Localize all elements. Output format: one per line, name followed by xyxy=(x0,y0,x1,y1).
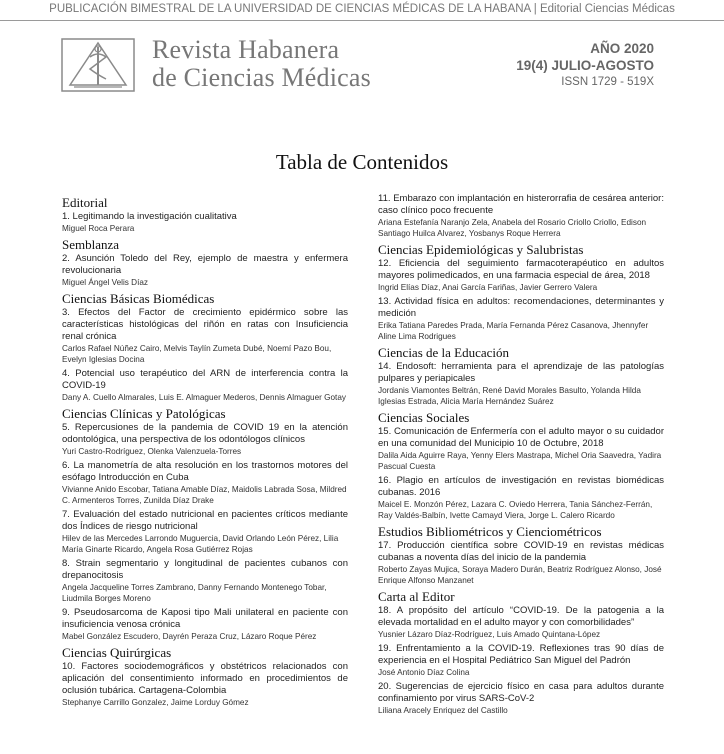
article-authors: Liliana Aracely Enriquez del Castillo xyxy=(378,706,508,715)
section-heading: Semblanza xyxy=(62,237,120,252)
section-heading: Ciencias Clínicas y Patológicas xyxy=(62,406,226,421)
section-heading: Ciencias Básicas Biomédicas xyxy=(62,291,215,306)
article-title-link[interactable]: 11. Embarazo con implantación en histerorrafia de cesárea anterior: caso clínico poco frecuente xyxy=(378,193,664,216)
issue-year: AÑO 2020 xyxy=(590,41,654,56)
article-authors: Miguel Roca Perara xyxy=(62,224,135,233)
article-title-link[interactable]: 15. Comunicación de Enfermería con el adulto mayor o su cuidador en una comunidad del Municipio 10 de Octubre, 2018 xyxy=(378,426,664,449)
article-authors: Dalila Aida Aguirre Raya, Yenny Elers Mastrapa, Michel Oria Saavedra, Yadira Pascual Cuesta xyxy=(378,451,662,471)
journal-name xyxy=(152,36,371,92)
toc-left-column xyxy=(62,194,348,711)
journal-name-line2: de Ciencias Médicas xyxy=(152,63,371,92)
article-authors: José Antonio Díaz Colina xyxy=(378,668,470,677)
publisher-banner: PUBLICACIÓN BIMESTRAL DE LA UNIVERSIDAD DE CIENCIAS MÉDICAS DE LA HABANA | Editorial Ciencias Médicas xyxy=(0,0,724,21)
section-heading: Ciencias de la Educación xyxy=(378,345,510,360)
article-title-link[interactable]: 13. Actividad física en adultos: recomendaciones, determinantes y medición xyxy=(378,296,664,319)
university-seal-icon xyxy=(60,37,136,93)
article-title-link[interactable]: 4. Potencial uso terapéutico del ARN de interferencia contra la COVID-19 xyxy=(62,368,348,391)
article-title-link[interactable]: 19. Enfrentamiento a la COVID-19. Reflexiones tras 90 días de experiencia en el Hospital Pediátrico San Miguel del Padrón xyxy=(378,643,664,666)
article-authors: Yuri Castro-Rodríguez, Olenka Valenzuela-Torres xyxy=(62,447,242,456)
issue-info xyxy=(516,40,654,90)
section-heading: Ciencias Quirúrgicas xyxy=(62,645,172,660)
article-title-link[interactable]: 16. Plagio en artículos de investigación en revistas biomédicas cubanas. 2016 xyxy=(378,475,664,498)
article-authors: Hilev de las Mercedes Larrondo Muguercia, David Orlando León Pérez, Lilia María Ginarte Ricardo, Angela Rosa Gutiérrez Rojas xyxy=(62,534,339,554)
article-title-link[interactable]: 8. Strain segmentario y longitudinal de pacientes cubanos con drepanocitosis xyxy=(62,558,348,581)
article-authors: Mabel González Escudero, Dayrén Peraza Cruz, Lázaro Roque Pérez xyxy=(62,632,317,641)
toc-right-column xyxy=(378,193,664,719)
article-authors: Stephanye Carrillo Gonzalez, Jaime Lorduy Gómez xyxy=(62,698,249,707)
section-heading: Carta al Editor xyxy=(378,589,455,604)
article-title-link[interactable]: 3. Efectos del Factor de crecimiento epidérmico sobre las características histológicas del riñón en ratas con Insuficiencia renal crónica xyxy=(62,307,348,342)
article-authors: Yusnier Lázaro Díaz-Rodríguez, Luis Amado Quintana-López xyxy=(378,630,601,639)
article-title-link[interactable]: 14. Endosoft: herramienta para el aprendizaje de las patologías pulpares y periapicales xyxy=(378,361,664,384)
article-title-link[interactable]: 9. Pseudosarcoma de Kaposi tipo Mali unilateral en paciente con insuficiencia venosa crónica xyxy=(62,607,348,630)
article-authors: Dany A. Cuello Almarales, Luis E. Almaguer Mederos, Dennis Almaguer Gotay xyxy=(62,393,346,402)
issn: ISSN 1729 - 519X xyxy=(561,76,654,88)
section-heading: Estudios Bibliométricos y Cienciométricos xyxy=(378,524,602,539)
article-authors: Maicel E. Monzón Pérez, Lazara C. Oviedo Herrera, Tania Sánchez-Ferrán, Ray Valdés-Balbín, Ivette Camayd Viera, Jorge L. Calero Ricardo xyxy=(378,500,653,520)
article-title-link[interactable]: 5. Repercusiones de la pandemia de COVID 19 en la atención odontológica, una perspectiva de los odontólogos clínicos xyxy=(62,422,348,445)
article-title-link[interactable]: 2. Asunción Toledo del Rey, ejemplo de maestra y enfermera revolucionaria xyxy=(62,253,348,276)
section-heading: Editorial xyxy=(62,195,108,210)
article-authors: Miguel Ángel Velis Díaz xyxy=(62,278,149,287)
article-authors: Ingrid Elías Díaz, Anai García Fariñas, Javier Gerrero Valera xyxy=(378,283,598,292)
issue-number: 19(4) JULIO-AGOSTO xyxy=(516,58,654,73)
page-title: Tabla de Contenidos xyxy=(275,150,449,174)
article-title-link[interactable]: 20. Sugerencias de ejercicio físico en casa para adultos durante confinamiento por virus SARS-CoV-2 xyxy=(378,681,664,704)
article-title-link[interactable]: 10. Factores sociodemográficos y obstétricos relacionados con aplicación del consentimiento informado en procedimientos de oclusión tubárica. Cartagena-Colombia xyxy=(62,661,348,696)
section-heading: Ciencias Epidemiológicas y Salubristas xyxy=(378,242,584,257)
article-authors: Jordanis Viamontes Beltrán, René David Morales Basulto, Yolanda Hilda Iglesias Estrada, Alicia María Hernández Suárez xyxy=(378,386,641,406)
article-authors: Vivianne Anido Escobar, Tatiana Amable Díaz, Maidolis Labrada Sosa, Mildred C. Armenteros Torres, Zunilda Díaz Drake xyxy=(62,485,347,505)
article-authors: Angela Jacqueline Torres Zambrano, Danny Fernando Montenego Tobar, Liudmila Borges Moreno xyxy=(62,583,327,603)
article-title-link[interactable]: 7. Evaluación del estado nutricional en pacientes críticos mediante dos Índices de riesgo nutricional xyxy=(62,509,348,532)
article-title-link[interactable]: 18. A propósito del artículo “COVID-19. De la patogenia a la elevada mortalidad en el adulto mayor y con comorbilidades” xyxy=(378,605,664,628)
article-authors: Ariana Estefanía Naranjo Zela, Anabela del Rosario Criollo Criollo, Edison Santiago Huilca Alvarez, Yosbanys Roque Herrera xyxy=(378,218,647,238)
journal-name-line1: Revista Habanera xyxy=(152,35,340,64)
section-heading: Ciencias Sociales xyxy=(378,410,470,425)
article-title-link[interactable]: 6. La manometría de alta resolución en los trastornos motores del esófago Introducción en Cuba xyxy=(62,460,348,483)
article-authors: Roberto Zayas Mujica, Soraya Madero Durán, Beatriz Rodríguez Alonso, José Enrique Alfonso Manzanet xyxy=(378,565,662,585)
article-authors: Erika Tatiana Paredes Prada, María Fernanda Pérez Casanova, Jhennyfer Aline Lima Rodrigues xyxy=(378,321,649,341)
article-title-link[interactable]: 12. Eficiencia del seguimiento farmacoterapéutico en adultos mayores polimedicados, en una farmacia especial de área, 2018 xyxy=(378,258,664,281)
article-title-link[interactable]: 17. Producción científica sobre COVID-19 en revistas médicas cubanas a noventa días del inicio de la pandemia xyxy=(378,540,664,563)
article-title-link[interactable]: 1. Legitimando la investigación cualitativa xyxy=(62,211,237,222)
article-authors: Carlos Rafael Núñez Cairo, Melvis Taylín Zumeta Dubé, Noemí Pazo Bou, Evelyn Iglesias Docina xyxy=(62,344,332,364)
